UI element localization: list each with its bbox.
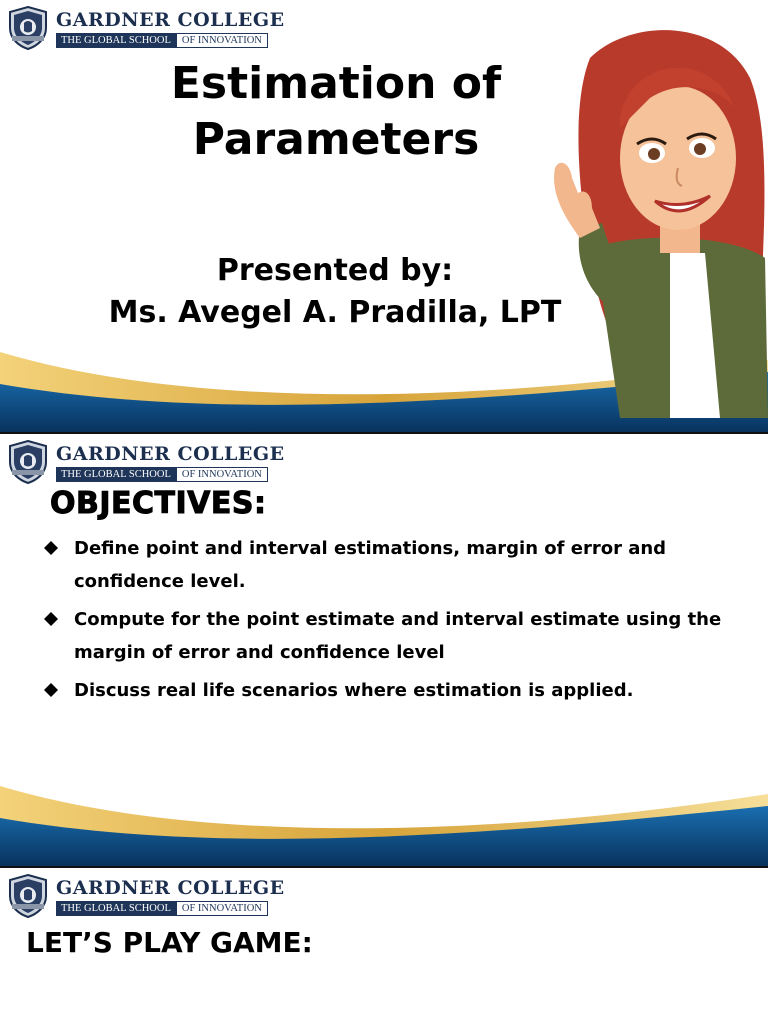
college-name: GARDNER COLLEGE [56,877,285,899]
objective-text: Define point and interval estimations, margin of error and confidence level. [74,538,667,592]
college-tagline [56,901,268,916]
tagline-left: THE GLOBAL SCHOOL [56,901,176,916]
slide-title [0,0,768,432]
presentation-title: Estimation of Parameters [170,58,502,165]
college-tagline [56,33,268,48]
objectives-heading: OBJECTIVES: [50,486,267,521]
tagline-right: OF INNOVATION [176,901,268,916]
tagline-left: THE GLOBAL SCHOOL [56,33,176,48]
diamond-bullet-icon [44,683,58,697]
tagline-right: OF INNOVATION [176,467,268,482]
presenter-name: Ms. Avegel A. Pradilla, LPT [108,295,562,330]
list-item [40,532,730,598]
tagline-right: OF INNOVATION [176,33,268,48]
objective-text: Compute for the point estimate and interval estimate using the margin of error and confidence level [74,609,722,663]
game-heading: LET’S PLAY GAME: [26,926,313,959]
slide-game [0,868,768,1024]
presenter-label: Presented by: [216,253,454,288]
college-name: GARDNER COLLEGE [56,443,285,465]
college-logo [8,874,285,920]
presenter-avatar [520,18,768,418]
college-logo [8,440,285,486]
diamond-bullet-icon [44,541,58,555]
college-logo [8,6,285,52]
list-item [40,603,730,669]
college-tagline [56,467,268,482]
decorative-wave [0,776,768,866]
objectives-list [40,532,730,712]
college-crest-icon [8,6,48,50]
objective-text: Discuss real life scenarios where estimation is applied. [74,680,634,701]
slide-objectives [0,434,768,866]
diamond-bullet-icon [44,612,58,626]
college-crest-icon [8,440,48,484]
college-name: GARDNER COLLEGE [56,9,285,31]
list-item [40,674,730,707]
college-crest-icon [8,874,48,918]
tagline-left: THE GLOBAL SCHOOL [56,467,176,482]
